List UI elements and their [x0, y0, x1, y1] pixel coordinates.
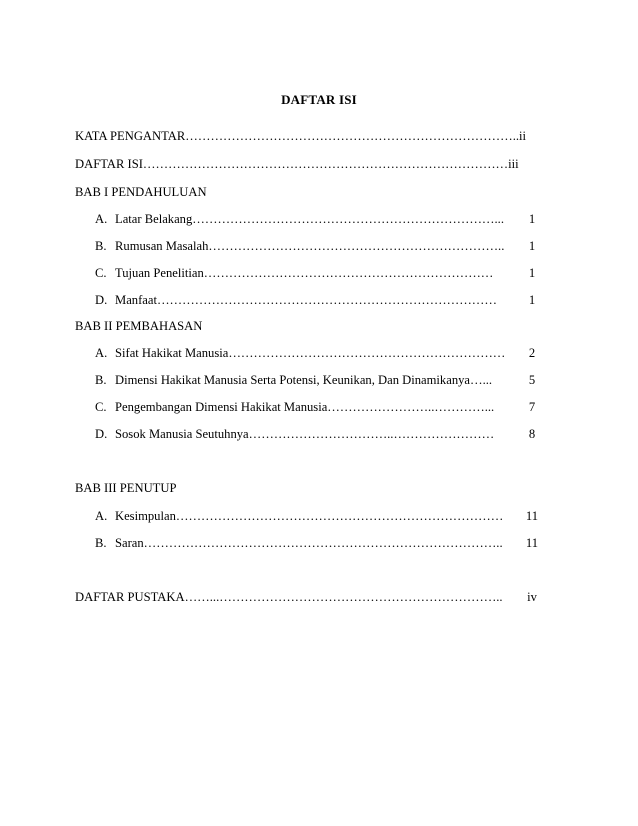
toc-page-number: 8 [528, 427, 536, 441]
toc-page-number: 2 [528, 346, 536, 360]
toc-page-number: 1 [528, 293, 536, 307]
toc-letter: D. [95, 427, 108, 441]
toc-page-number: 5 [528, 373, 536, 387]
toc-text: Saran………………………………………………………………………….. [115, 536, 503, 550]
toc-letter: A. [95, 212, 108, 226]
toc-letter: D. [95, 293, 108, 307]
toc-text: Pengembangan Dimensi Hakikat Manusia……………………..…………... [115, 400, 495, 414]
toc-page-number: iv [527, 590, 537, 604]
toc-entry-kesimpulan [95, 508, 503, 524]
toc-entry-kata-pengantar: KATA PENGANTAR……………………………………………………………………..ii [75, 129, 527, 143]
toc-entry-sosok-manusia [95, 426, 494, 442]
toc-page-number: 11 [525, 536, 539, 550]
toc-text: Sosok Manusia Seutuhnya……………………………..…………………… [115, 427, 495, 441]
toc-entry-sifat-hakikat [95, 345, 505, 361]
toc-entry-latar-belakang [95, 211, 504, 227]
toc-chapter-bab-2: BAB II PEMBAHASAN [75, 319, 203, 333]
toc-page-number: 11 [525, 509, 539, 523]
toc-letter: B. [95, 239, 107, 253]
toc-entry-manfaat [95, 292, 497, 308]
toc-entry-saran [95, 535, 503, 551]
toc-entry-daftar-pustaka: DAFTAR PUSTAKA……...………………………………………………………….. [75, 590, 503, 604]
toc-entry-rumusan-masalah [95, 238, 504, 254]
toc-page-number: 1 [528, 239, 536, 253]
toc-text: Kesimpulan…………………………………………………………………… [115, 509, 504, 523]
toc-letter: B. [95, 373, 107, 387]
toc-text: Sifat Hakikat Manusia………………………………………………………… [115, 346, 506, 360]
toc-text: Latar Belakang………………………………………………………………... [115, 212, 504, 226]
toc-entry-dimensi-hakikat [95, 372, 492, 388]
toc-entry-tujuan-penelitian [95, 265, 493, 281]
toc-text: Rumusan Masalah…………………………………………………………….. [115, 239, 505, 253]
toc-letter: A. [95, 346, 108, 360]
toc-letter: A. [95, 509, 108, 523]
toc-letter: B. [95, 536, 107, 550]
toc-text: Dimensi Hakikat Manusia Serta Potensi, Keunikan, Dan Dinamikanya…... [115, 373, 493, 387]
toc-entry-pengembangan-dimensi [95, 399, 494, 415]
toc-entry-daftar-isi: DAFTAR ISI……………………………………………………………………………iii [75, 157, 519, 171]
page-title: DAFTAR ISI [281, 92, 357, 107]
toc-page-number: 1 [528, 266, 536, 280]
toc-letter: C. [95, 266, 107, 280]
toc-page-number: 7 [528, 400, 536, 414]
toc-text: Tujuan Penelitian…………………………………………………………… [115, 266, 494, 280]
toc-chapter-bab-1: BAB I PENDAHULUAN [75, 185, 207, 199]
toc-page-number: 1 [528, 212, 536, 226]
toc-letter: C. [95, 400, 107, 414]
toc-text: Manfaat……………………………………………………………………… [115, 293, 497, 307]
toc-chapter-bab-3: BAB III PENUTUP [75, 481, 177, 495]
